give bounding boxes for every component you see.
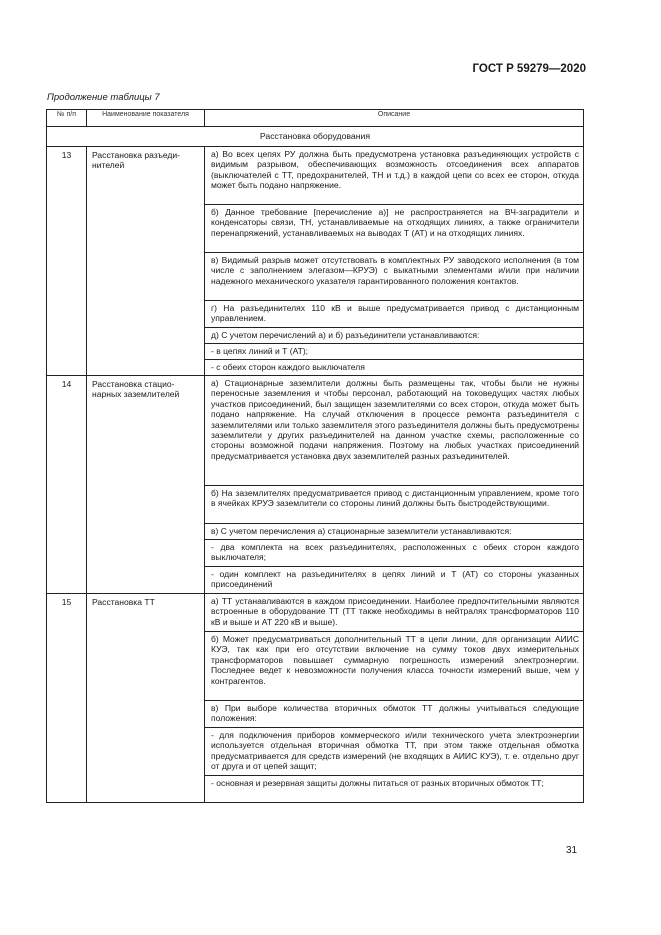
table-row — [47, 147, 584, 376]
section-title: Расстановка оборудования — [47, 127, 584, 147]
description-paragraph: б) Может предусматриваться дополнительный ТТ в цепи линии, для организации АИИС КУЭ, так как при его отсутствии включение на сумму токов двух измерительных трансформаторов повышает суммарную погрешность измерений электроэнергии. Последнее ведет к невозможности получения класса точности измерений выше, чем у контрагентов. — [205, 632, 583, 701]
column-header-description: Описание — [205, 110, 584, 127]
table-row — [47, 594, 584, 803]
row-indicator-name: Расстановка стацио-нарных заземлителей — [87, 376, 205, 594]
description-paragraph: в) С учетом перечисления а) стационарные заземлители устанавливаются: — [205, 524, 583, 540]
row-description — [205, 376, 584, 594]
description-paragraph: - для подключения приборов коммерческого и/или технического учета электроэнергии используется отдельная вторичная обмотка ТТ, при этом также отдельная обмотка предусматривается для средств измерений (не входящих в АИИС КУЭ), т. е. отдельно друг от друга и от цепей защит; — [205, 728, 583, 776]
table-continuation-caption: Продолжение таблицы 7 — [47, 92, 160, 103]
table-header-row — [47, 110, 584, 127]
row-description — [205, 594, 584, 803]
requirements-table — [46, 109, 584, 803]
section-row — [47, 127, 584, 147]
description-paragraph: - с обеих сторон каждого выключателя — [211, 362, 365, 372]
description-paragraph: а) Во всех цепях РУ должна быть предусмотрена установка разъединяющих устройств с видимым разрывом, обеспечивающих возможность отсоединения всех аппаратов (выключателей с ТТ, предохранителей, ТН и т.д.) в каждой цепи со всех ее сторон, откуда может быть подано напряжение. — [205, 147, 583, 205]
row-number: 14 — [47, 376, 87, 594]
description-paragraph: б) Данное требование [перечисление а)] не распространяется на ВЧ-заградители и конденсаторы связи, ТН, устанавливаемые на отходящих линиях, а также ограничители перенапряжений, устанавливаемых на выводах Т (АТ) и на отходящих линиях. — [205, 205, 583, 253]
description-paragraph: в) Видимый разрыв может отсутствовать в комплектных РУ заводского исполнения (в том числе с заполнением элегазом—КРУЭ) с выкатными элементами и/или при наличии надежного механического указателя гарантированного положения контактов. — [205, 253, 583, 301]
table-row — [47, 376, 584, 594]
column-header-name: Наименование показателя — [87, 110, 205, 127]
row-number: 13 — [47, 147, 87, 376]
description-paragraph: д) С учетом перечислений а) и б) разъединители устанавливаются: — [205, 328, 583, 344]
description-paragraph: г) На разъединителях 110 кВ и выше предусматривается привод с дистанционным управлением. — [205, 301, 583, 328]
description-paragraph: б) На заземлителях предусматривается привод с дистанционным управлением, кроме того в ячейках КРУЭ заземлители со стороны линий должны быть быстродействующими. — [205, 486, 583, 524]
description-paragraph: в) При выборе количества вторичных обмоток ТТ должны учитываться следующие положения: — [205, 701, 583, 728]
document-code: ГОСТ Р 59279—2020 — [472, 63, 586, 75]
column-header-number: № п/п — [47, 110, 87, 127]
page-number: 31 — [566, 845, 578, 856]
row-number: 15 — [47, 594, 87, 803]
row-description — [205, 147, 584, 376]
description-paragraph: - один комплект на разъединителях в цепях линий и Т (АТ) со стороны указанных присоединений — [211, 569, 579, 590]
description-paragraph: - основная и резервная защиты должны питаться от разных вторичных обмоток ТТ; — [211, 778, 544, 788]
description-paragraph: - в цепях линий и Т (АТ); — [205, 344, 583, 360]
description-paragraph: а) Стационарные заземлители должны быть размещены так, чтобы были не нужны переносные заземления и чтобы персонал, работающий на токоведущих частях любых участков присоединений, был защищен заземлителями со всех сторон, откуда может быть подано напряжение. На случай отключения в процессе ремонта разъединителя с заземлителями или только заземлителя этого разъединителя должны быть предусмотрены заземлители у других разъединителей на данном участке схемы, расположенные со стороны возможной подачи напряжения. Поэтому на любых участках присоединений предусматривается установка двух заземлителей разных разъединителей. — [205, 376, 583, 486]
description-paragraph: а) ТТ устанавливаются в каждом присоединении. Наиболее предпочтительными являются встроенные в оборудование ТТ (ТТ также необходимы в нейтралях трансформаторов 110 кВ и выше и АТ 220 кВ и выше). — [205, 594, 583, 632]
row-indicator-name: Расстановка разъеди-нителей — [87, 147, 205, 376]
description-paragraph: - два комплекта на всех разъединителях, расположенных с обеих сторон каждого выключателя; — [205, 540, 583, 567]
row-indicator-name: Расстановка ТТ — [87, 594, 205, 803]
